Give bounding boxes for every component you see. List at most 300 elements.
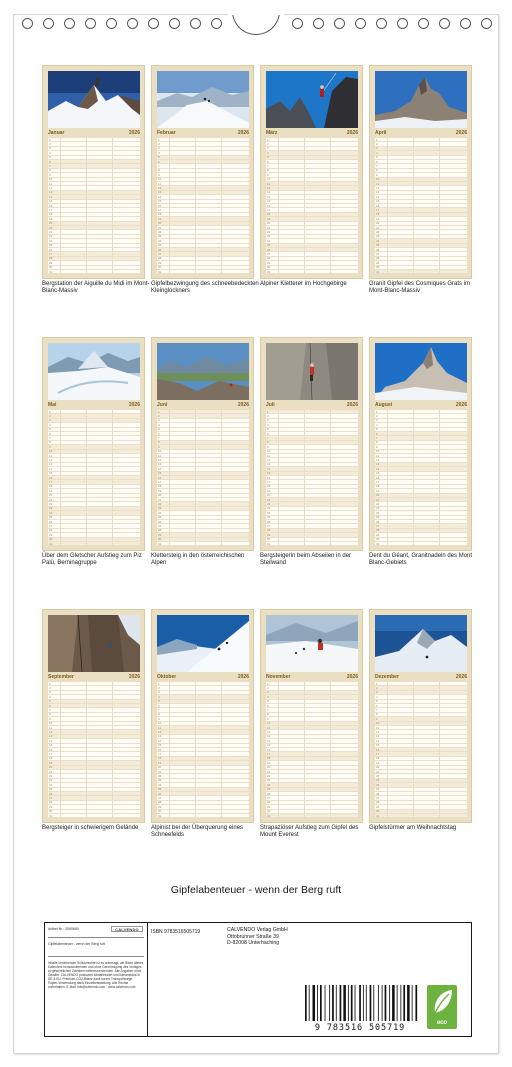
barcode-bar bbox=[325, 985, 326, 1021]
day-number: 4 bbox=[158, 422, 160, 427]
planner-grid bbox=[375, 410, 467, 546]
binding-ring bbox=[313, 18, 324, 29]
day-number: 3 bbox=[376, 418, 378, 423]
day-number: 4 bbox=[49, 694, 51, 699]
day-number: 16 bbox=[49, 203, 53, 208]
month-header bbox=[48, 674, 140, 681]
day-number: 22 bbox=[158, 229, 162, 234]
day-number: 23 bbox=[49, 506, 53, 511]
day-number: 2 bbox=[49, 413, 51, 418]
day-number: 23 bbox=[158, 234, 162, 239]
day-number: 16 bbox=[267, 203, 271, 208]
day-number: 30 bbox=[376, 809, 380, 814]
day-number: 3 bbox=[49, 690, 51, 695]
day-number: 18 bbox=[267, 484, 271, 489]
day-number: 10 bbox=[376, 449, 380, 454]
barcode-bar bbox=[305, 985, 307, 1021]
day-number: 2 bbox=[158, 685, 160, 690]
day-number: 16 bbox=[158, 475, 162, 480]
day-number: 26 bbox=[158, 519, 162, 524]
day-number: 22 bbox=[376, 773, 380, 778]
month-year: 2026 bbox=[237, 402, 249, 408]
day-number: 1 bbox=[49, 682, 51, 686]
barcode-bar bbox=[313, 985, 316, 1021]
column-divider bbox=[413, 410, 414, 546]
barcode-bar bbox=[340, 985, 342, 1021]
day-number: 13 bbox=[158, 734, 162, 739]
day-number: 16 bbox=[49, 747, 53, 752]
day-number: 1 bbox=[49, 138, 51, 142]
day-number: 4 bbox=[267, 422, 269, 427]
day-number: 14 bbox=[376, 194, 380, 199]
day-number: 13 bbox=[376, 190, 380, 195]
day-number: 1 bbox=[376, 410, 378, 414]
day-number: 15 bbox=[158, 743, 162, 748]
month-name: Dezember bbox=[375, 674, 399, 680]
day-number: 24 bbox=[376, 238, 380, 243]
day-number: 25 bbox=[49, 515, 53, 520]
month-year: 2026 bbox=[346, 674, 358, 680]
day-number: 12 bbox=[267, 457, 271, 462]
day-number: 5 bbox=[158, 155, 160, 160]
month-year: 2026 bbox=[455, 674, 467, 680]
barcode-bar bbox=[378, 985, 379, 1021]
day-number: 8 bbox=[49, 712, 51, 717]
day-number: 26 bbox=[376, 519, 380, 524]
day-number: 16 bbox=[267, 747, 271, 752]
day-number: 15 bbox=[49, 471, 53, 476]
planner-grid bbox=[375, 682, 467, 818]
day-number: 23 bbox=[267, 234, 271, 239]
month-photo bbox=[375, 615, 467, 672]
column-divider bbox=[86, 138, 87, 274]
mountain-photo-image bbox=[157, 71, 249, 128]
day-number: 9 bbox=[267, 172, 269, 177]
day-number: 4 bbox=[267, 694, 269, 699]
day-number: 21 bbox=[376, 225, 380, 230]
month-photo bbox=[157, 343, 249, 400]
day-number: 3 bbox=[49, 418, 51, 423]
month-header bbox=[157, 402, 249, 409]
day-number: 24 bbox=[267, 238, 271, 243]
photo-caption: Gipfelbezwingung des schneebedeckten Kleinglockners bbox=[151, 281, 259, 295]
column-divider bbox=[195, 682, 196, 818]
day-number: 12 bbox=[158, 729, 162, 734]
day-number: 10 bbox=[49, 721, 53, 726]
barcode-bar bbox=[309, 985, 310, 1021]
day-number: 11 bbox=[49, 181, 53, 186]
day-number: 24 bbox=[158, 510, 162, 515]
divider bbox=[48, 937, 144, 938]
day-number: 15 bbox=[158, 471, 162, 476]
month-card bbox=[260, 337, 363, 551]
day-number: 6 bbox=[49, 159, 51, 164]
day-number: 29 bbox=[49, 260, 53, 265]
day-number: 13 bbox=[158, 462, 162, 467]
binding-ring bbox=[334, 18, 345, 29]
month-photo bbox=[157, 71, 249, 128]
day-number: 27 bbox=[376, 795, 380, 800]
mountain-photo-image bbox=[375, 615, 467, 672]
day-number: 5 bbox=[376, 155, 378, 160]
column-divider bbox=[60, 682, 61, 818]
binding-ring bbox=[376, 18, 387, 29]
day-number: 16 bbox=[376, 475, 380, 480]
day-number: 30 bbox=[158, 265, 162, 270]
day-number: 14 bbox=[158, 194, 162, 199]
day-number: 12 bbox=[267, 729, 271, 734]
month-name: Mai bbox=[48, 402, 57, 408]
day-number: 24 bbox=[267, 510, 271, 515]
day-number: 11 bbox=[376, 725, 380, 730]
day-number: 20 bbox=[49, 765, 53, 770]
day-number: 18 bbox=[158, 484, 162, 489]
barcode-bar bbox=[382, 985, 383, 1021]
day-number: 15 bbox=[376, 199, 380, 204]
day-number: 6 bbox=[267, 159, 269, 164]
day-number: 7 bbox=[49, 707, 51, 712]
day-number: 6 bbox=[158, 431, 160, 436]
day-number: 23 bbox=[49, 778, 53, 783]
month-photo bbox=[266, 343, 358, 400]
day-number: 19 bbox=[376, 216, 380, 221]
month-name: Oktober bbox=[157, 674, 177, 680]
day-number: 17 bbox=[267, 479, 271, 484]
planner-row bbox=[157, 542, 249, 546]
binding-ring bbox=[481, 18, 492, 29]
day-number: 14 bbox=[158, 738, 162, 743]
day-number: 30 bbox=[158, 537, 162, 542]
day-number: 29 bbox=[158, 260, 162, 265]
day-number: 15 bbox=[49, 199, 53, 204]
day-number: 17 bbox=[49, 479, 53, 484]
eco-badge bbox=[427, 985, 457, 1029]
day-number: 22 bbox=[49, 229, 53, 234]
publisher-street: Ottobrunner Straße 39 bbox=[227, 933, 279, 940]
day-number: 12 bbox=[49, 185, 53, 190]
barcode-bar bbox=[363, 985, 364, 1021]
month-year: 2026 bbox=[455, 402, 467, 408]
day-number: 22 bbox=[267, 229, 271, 234]
calendar-title: Gipfelabenteuer - wenn der Berg ruft bbox=[170, 884, 342, 896]
day-number: 12 bbox=[376, 185, 380, 190]
day-number: 2 bbox=[49, 141, 51, 146]
month-name: März bbox=[266, 130, 278, 136]
day-number: 28 bbox=[158, 256, 162, 261]
day-number: 2 bbox=[49, 685, 51, 690]
day-number: 25 bbox=[376, 787, 380, 792]
month-photo bbox=[375, 71, 467, 128]
day-number: 15 bbox=[158, 199, 162, 204]
day-number: 15 bbox=[376, 471, 380, 476]
planner-row bbox=[375, 270, 467, 274]
column-divider bbox=[169, 682, 170, 818]
planner-grid bbox=[48, 138, 140, 274]
day-number: 27 bbox=[376, 251, 380, 256]
day-number: 26 bbox=[158, 247, 162, 252]
planner-grid bbox=[266, 410, 358, 546]
barcode-bar bbox=[403, 985, 405, 1021]
calvendo-logo: CALVENDO bbox=[111, 926, 143, 932]
column-divider bbox=[60, 410, 61, 546]
day-number: 7 bbox=[267, 707, 269, 712]
day-number: 8 bbox=[376, 712, 378, 717]
barcode-bar bbox=[329, 985, 330, 1021]
column-divider bbox=[387, 138, 388, 274]
day-number: 4 bbox=[376, 422, 378, 427]
day-number: 21 bbox=[267, 497, 271, 502]
day-number: 12 bbox=[158, 457, 162, 462]
day-number: 8 bbox=[267, 712, 269, 717]
legal-text: Inhalte bestehender Schutzrechte ist es untersagt, die Bilder dieses Kalenders herauszutrennen und ohne Genehmigung des Verlages zu gewerblichen Zwecken weiterzuverwenden. Alle Angaben ohne Gewähr. CALVENDO produziert klimaflexsiert und klimaneutral in DE & EU. Premium-CO2-Bilanz dank kurzer Transportwege. Papier-Verwendung dank Einzelbeststellung. Alle Rechte vorbehalten. E-Mail: info@calvendo.com · www.calvendo.com bbox=[48, 961, 144, 989]
barcode-bar bbox=[415, 985, 417, 1021]
day-number: 21 bbox=[49, 497, 53, 502]
day-number: 29 bbox=[376, 532, 380, 537]
day-number: 20 bbox=[49, 493, 53, 498]
month-header bbox=[266, 402, 358, 409]
day-number: 9 bbox=[158, 172, 160, 177]
planner-row bbox=[266, 270, 358, 274]
day-number: 5 bbox=[376, 699, 378, 704]
month-card bbox=[42, 65, 145, 279]
day-number: 24 bbox=[49, 782, 53, 787]
day-number: 12 bbox=[267, 185, 271, 190]
photo-caption: Granit Gipfel des Cosmiques Grats im Mont-Blanc-Massiv bbox=[369, 281, 471, 295]
day-number: 21 bbox=[376, 769, 380, 774]
planner-row bbox=[375, 542, 467, 546]
day-number: 11 bbox=[158, 453, 162, 458]
day-number: 26 bbox=[267, 247, 271, 252]
barcode-bar bbox=[343, 985, 346, 1021]
divider bbox=[48, 956, 144, 957]
day-number: 8 bbox=[158, 168, 160, 173]
day-number: 13 bbox=[376, 734, 380, 739]
month-header bbox=[375, 674, 467, 681]
day-number: 21 bbox=[267, 225, 271, 230]
day-number: 31 bbox=[158, 269, 162, 274]
day-number: 13 bbox=[49, 190, 53, 195]
month-name: Januar bbox=[48, 130, 65, 136]
day-number: 5 bbox=[49, 155, 51, 160]
day-number: 31 bbox=[376, 269, 380, 274]
day-number: 19 bbox=[49, 488, 53, 493]
photo-caption: Gipfelstürmer am Weihnachtstag bbox=[369, 825, 457, 831]
day-number: 19 bbox=[267, 488, 271, 493]
day-number: 20 bbox=[49, 221, 53, 226]
day-number: 25 bbox=[376, 515, 380, 520]
photo-caption: Bergsteigerin beim Abseilen in der Steilwand bbox=[260, 553, 352, 567]
day-number: 30 bbox=[267, 809, 271, 814]
month-header bbox=[48, 130, 140, 137]
day-number: 7 bbox=[267, 163, 269, 168]
mountain-photo-image bbox=[375, 71, 467, 128]
column-divider bbox=[86, 410, 87, 546]
day-number: 16 bbox=[158, 203, 162, 208]
day-number: 3 bbox=[158, 146, 160, 151]
day-number: 26 bbox=[376, 791, 380, 796]
day-number: 17 bbox=[158, 479, 162, 484]
day-number: 9 bbox=[158, 444, 160, 449]
day-number: 19 bbox=[49, 760, 53, 765]
day-number: 26 bbox=[267, 519, 271, 524]
day-number: 4 bbox=[49, 150, 51, 155]
day-number: 25 bbox=[267, 515, 271, 520]
day-number: 8 bbox=[267, 440, 269, 445]
planner-grid bbox=[157, 682, 249, 818]
day-number: 1 bbox=[158, 138, 160, 142]
column-divider bbox=[304, 410, 305, 546]
photo-caption: Über dem Gletscher Aufstieg zum Piz Palü, Berninagruppe bbox=[42, 553, 142, 567]
day-number: 31 bbox=[49, 269, 53, 274]
barcode-bar bbox=[407, 985, 410, 1021]
day-number: 8 bbox=[376, 440, 378, 445]
day-number: 22 bbox=[49, 501, 53, 506]
day-number: 30 bbox=[49, 809, 53, 814]
column-divider bbox=[169, 410, 170, 546]
day-number: 22 bbox=[267, 501, 271, 506]
day-number: 5 bbox=[376, 427, 378, 432]
barcode-bar bbox=[351, 985, 353, 1021]
month-card bbox=[260, 609, 363, 823]
day-number: 30 bbox=[376, 265, 380, 270]
day-number: 25 bbox=[158, 243, 162, 248]
day-number: 27 bbox=[267, 523, 271, 528]
day-number: 1 bbox=[376, 682, 378, 686]
day-number: 14 bbox=[49, 194, 53, 199]
barcode-bar bbox=[412, 985, 413, 1021]
day-number: 14 bbox=[158, 466, 162, 471]
planner-row bbox=[48, 270, 140, 274]
binding-ring bbox=[43, 18, 54, 29]
day-number: 1 bbox=[267, 410, 269, 414]
day-number: 7 bbox=[376, 163, 378, 168]
photo-caption: Bergstation der Aiguille du Midi im Mont-Blanc-Massiv bbox=[42, 281, 150, 295]
day-number: 20 bbox=[158, 493, 162, 498]
day-number: 8 bbox=[49, 440, 51, 445]
day-number: 11 bbox=[376, 453, 380, 458]
column-divider bbox=[278, 138, 279, 274]
month-year: 2026 bbox=[128, 130, 140, 136]
month-header bbox=[375, 130, 467, 137]
day-number: 27 bbox=[158, 795, 162, 800]
day-number: 29 bbox=[267, 260, 271, 265]
column-divider bbox=[413, 682, 414, 818]
day-number: 6 bbox=[49, 703, 51, 708]
day-number: 16 bbox=[267, 475, 271, 480]
day-number: 25 bbox=[49, 243, 53, 248]
month-header bbox=[48, 402, 140, 409]
day-number: 17 bbox=[376, 207, 380, 212]
barcode-bar bbox=[392, 985, 395, 1021]
day-number: 6 bbox=[376, 703, 378, 708]
day-number: 31 bbox=[49, 541, 53, 546]
day-number: 28 bbox=[49, 256, 53, 261]
day-number: 7 bbox=[49, 435, 51, 440]
day-number: 14 bbox=[267, 194, 271, 199]
day-number: 18 bbox=[158, 212, 162, 217]
day-number: 30 bbox=[267, 265, 271, 270]
day-number: 12 bbox=[376, 729, 380, 734]
day-number: 10 bbox=[267, 177, 271, 182]
day-number: 21 bbox=[376, 497, 380, 502]
month-year: 2026 bbox=[237, 674, 249, 680]
day-number: 31 bbox=[267, 813, 271, 818]
day-number: 15 bbox=[267, 743, 271, 748]
month-header bbox=[266, 130, 358, 137]
barcode-bar bbox=[317, 985, 318, 1021]
day-number: 31 bbox=[267, 541, 271, 546]
day-number: 5 bbox=[267, 155, 269, 160]
day-number: 3 bbox=[376, 690, 378, 695]
day-number: 17 bbox=[49, 207, 53, 212]
day-number: 29 bbox=[158, 804, 162, 809]
month-photo bbox=[48, 71, 140, 128]
day-number: 13 bbox=[376, 462, 380, 467]
day-number: 23 bbox=[158, 778, 162, 783]
publisher-city: D-82008 Unterhaching bbox=[227, 940, 280, 947]
day-number: 5 bbox=[158, 427, 160, 432]
day-number: 25 bbox=[376, 243, 380, 248]
planner-row bbox=[375, 814, 467, 818]
day-number: 18 bbox=[49, 484, 53, 489]
day-number: 17 bbox=[158, 207, 162, 212]
day-number: 19 bbox=[267, 760, 271, 765]
photo-caption: Klettersteig in den österreichischen Alpen bbox=[151, 553, 245, 567]
day-number: 23 bbox=[267, 778, 271, 783]
column-divider bbox=[112, 410, 113, 546]
day-number: 14 bbox=[49, 738, 53, 743]
day-number: 9 bbox=[49, 444, 51, 449]
mountain-photo-image bbox=[157, 615, 249, 672]
column-divider bbox=[278, 410, 279, 546]
day-number: 25 bbox=[49, 787, 53, 792]
day-number: 25 bbox=[158, 515, 162, 520]
day-number: 1 bbox=[267, 138, 269, 142]
day-number: 24 bbox=[158, 238, 162, 243]
day-number: 22 bbox=[267, 773, 271, 778]
day-number: 7 bbox=[376, 435, 378, 440]
day-number: 5 bbox=[267, 427, 269, 432]
mountain-photo-image bbox=[266, 343, 358, 400]
planner-row bbox=[48, 814, 140, 818]
day-number: 13 bbox=[267, 190, 271, 195]
barcode-bar bbox=[389, 985, 390, 1021]
photo-caption: Dent du Géant, Granitnadeln des Mont Blanc-Gebiets bbox=[369, 553, 473, 567]
day-number: 22 bbox=[376, 229, 380, 234]
info-short-title: Gipfelabenteuer - wenn der Berg ruft bbox=[48, 942, 105, 946]
month-name: November bbox=[266, 674, 291, 680]
day-number: 9 bbox=[376, 172, 378, 177]
column-divider bbox=[304, 138, 305, 274]
day-number: 28 bbox=[376, 256, 380, 261]
day-number: 12 bbox=[49, 729, 53, 734]
barcode-digits: 9 783516 505719 bbox=[314, 1023, 406, 1033]
planner-row bbox=[266, 814, 358, 818]
month-name: April bbox=[375, 130, 387, 136]
day-number: 30 bbox=[49, 265, 53, 270]
day-number: 26 bbox=[267, 791, 271, 796]
column-divider bbox=[330, 138, 331, 274]
barcode-bar bbox=[332, 985, 334, 1021]
mountain-photo-image bbox=[266, 615, 358, 672]
binding-ring bbox=[64, 18, 75, 29]
column-divider bbox=[278, 682, 279, 818]
column-divider bbox=[221, 410, 222, 546]
month-card bbox=[260, 65, 363, 279]
day-number: 31 bbox=[376, 813, 380, 818]
day-number: 3 bbox=[376, 146, 378, 151]
info-box bbox=[44, 922, 472, 1037]
